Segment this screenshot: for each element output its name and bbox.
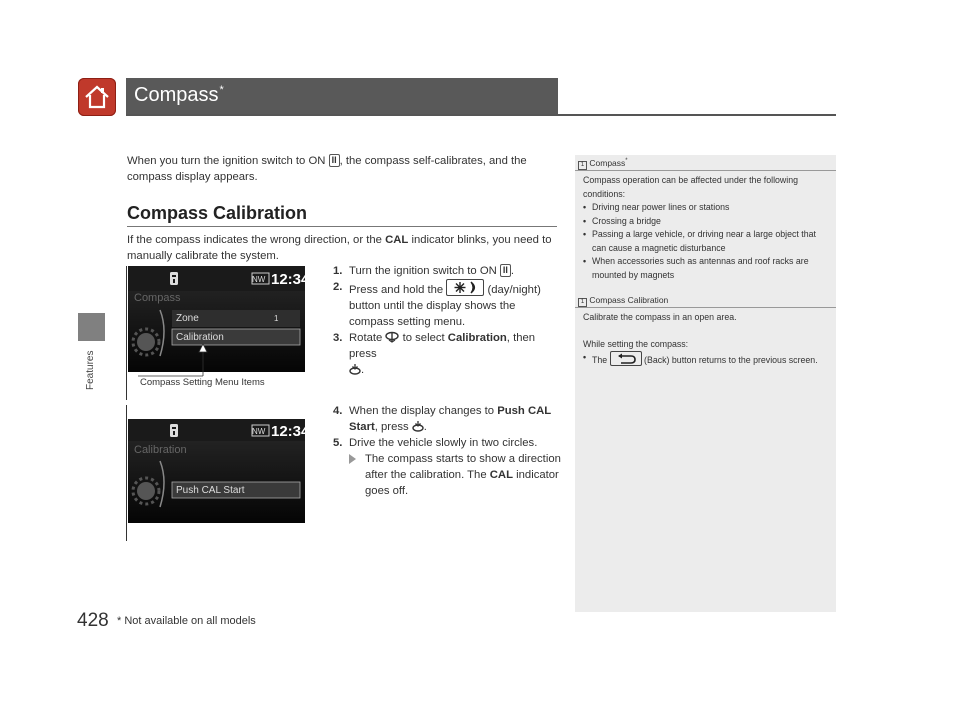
zone-value: 1: [274, 314, 279, 323]
screen2-menu-title: Calibration: [134, 444, 187, 456]
result-arrow-icon: [349, 454, 356, 464]
frame-edge: [126, 405, 127, 541]
section-intro: If the compass indicates the wrong direction, or the CAL indicator blinks, you need to manually calibrate the system.: [127, 234, 552, 262]
note1-divider: [575, 170, 836, 171]
section-tab-marker: [78, 313, 105, 341]
step-1: 1. Turn the ignition switch to ON II .: [333, 265, 515, 277]
press-knob-icon: [412, 420, 424, 432]
screen2-clock: 12:34: [271, 423, 310, 440]
note2-body: Calibrate the compass in an open area. While setting the compass: • The (Back) button returns to the previous screen.: [583, 311, 828, 368]
section-heading: Compass Calibration: [127, 203, 308, 223]
screen1-caption: Compass Setting Menu Items: [140, 377, 265, 388]
menu-item-calibration[interactable]: Calibration: [176, 332, 224, 343]
page-number: 428: [77, 610, 109, 631]
note-marker-icon: 1: [578, 298, 587, 307]
intro-paragraph: When you turn the ignition switch to ON II , the compass self-calibrates, and the compass display appears.: [127, 155, 527, 183]
step-5-result: The compass starts to show a direction after the calibration. The CAL indicator goes off.: [333, 451, 561, 499]
menu-item-push-cal-start[interactable]: Push CAL Start: [176, 485, 245, 496]
steps-list-b: [333, 403, 561, 499]
note2-divider: [575, 307, 836, 308]
section-divider: [127, 226, 557, 227]
day-night-button-icon: [446, 279, 484, 296]
note-marker-icon: 1: [578, 161, 587, 170]
section-tab-label-wrap: [78, 342, 105, 392]
step-4: 4. When the display changes to Push CAL Start, press .: [333, 405, 551, 433]
note1-body: Compass operation can be affected under the following conditions: • Driving near power lines or stations • Crossing a bridge • Passing a large vehicle, or driving near a large object that can cause a magnetic disturbance • When accessories such as antennas and roof racks are mounted by magnets: [583, 174, 828, 282]
menu-item-zone[interactable]: Zone: [176, 313, 199, 324]
step-3: 3. Rotate to select Calibration, then press .: [333, 332, 536, 376]
note1-title: 1 Compass*: [578, 158, 628, 170]
footnote: * Not available on all models: [117, 615, 256, 627]
screen1-menu-title: Compass: [134, 292, 181, 304]
page-title: Compass*: [134, 84, 224, 106]
step-5: 5. Drive the vehicle slowly in two circles.: [333, 437, 538, 449]
calibration-screen: [126, 405, 310, 541]
press-knob-icon: [349, 363, 361, 375]
frame-edge: [126, 266, 127, 400]
steps-list-a: [333, 263, 561, 378]
screen1-clock: 12:34: [271, 271, 310, 288]
compass-menu-screen: [126, 266, 310, 400]
title-underline: [126, 114, 836, 116]
selector-knob-icon: [385, 331, 399, 343]
ignition-key-icon: II: [329, 154, 340, 167]
back-button-icon: [610, 351, 642, 366]
section-tab-label: Features: [85, 350, 96, 390]
home-icon[interactable]: [78, 78, 116, 116]
note2-title: 1 Compass Calibration: [578, 295, 668, 307]
ignition-key-icon: II: [500, 264, 511, 277]
step-2: 2. Press and hold the (day/night) button until the display shows the compass setting menu.: [333, 281, 541, 328]
screen2-heading-indicator: NW: [252, 427, 266, 436]
screen2-content: [126, 419, 310, 523]
screen1-heading-indicator: NW: [252, 275, 266, 284]
